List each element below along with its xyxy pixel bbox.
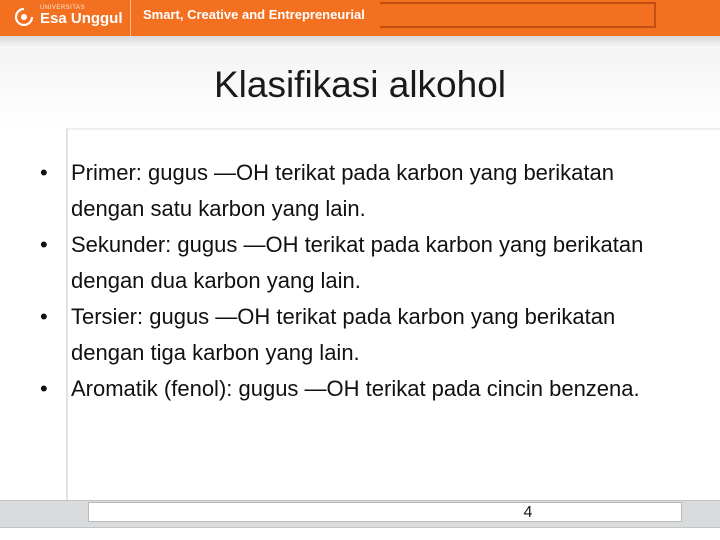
bullet-list [40, 155, 680, 407]
bullet-text: Primer: gugus —OH terikat pada karbon yang berikatan dengan satu karbon yang lain. [71, 160, 614, 221]
logo-small-text: UNIVERSITAS [40, 5, 86, 11]
bullet-marker: • [40, 376, 48, 401]
bullet-text: Sekunder: gugus —OH terikat pada karbon yang berikatan dengan dua karbon yang lain. [71, 232, 644, 293]
footer-bottom [0, 528, 720, 540]
page-number: 4 [523, 504, 533, 521]
bullet-marker: • [40, 232, 48, 257]
header-frame [380, 2, 656, 28]
bullet-marker: • [40, 304, 48, 329]
bullet-text: Aromatik (fenol): gugus —OH terikat pada cincin benzena. [71, 376, 640, 401]
bullet-marker: • [40, 160, 48, 185]
slide-title: Klasifikasi alkohol [213, 64, 507, 105]
bullet-text: Tersier: gugus —OH terikat pada karbon yang berikatan dengan tiga karbon yang lain. [71, 304, 616, 365]
header-tagline: Smart, Creative and Entrepreneurial [143, 7, 365, 22]
university-logo [0, 0, 131, 36]
bullet-item-sekunder [40, 227, 680, 299]
logo-emblem-icon [14, 7, 34, 27]
footer-strip [88, 502, 682, 522]
bullet-item-aromatik [40, 371, 680, 407]
logo-name: Esa Unggul [40, 10, 123, 27]
bullet-item-primer [40, 155, 680, 227]
bullet-item-tersier [40, 299, 680, 371]
